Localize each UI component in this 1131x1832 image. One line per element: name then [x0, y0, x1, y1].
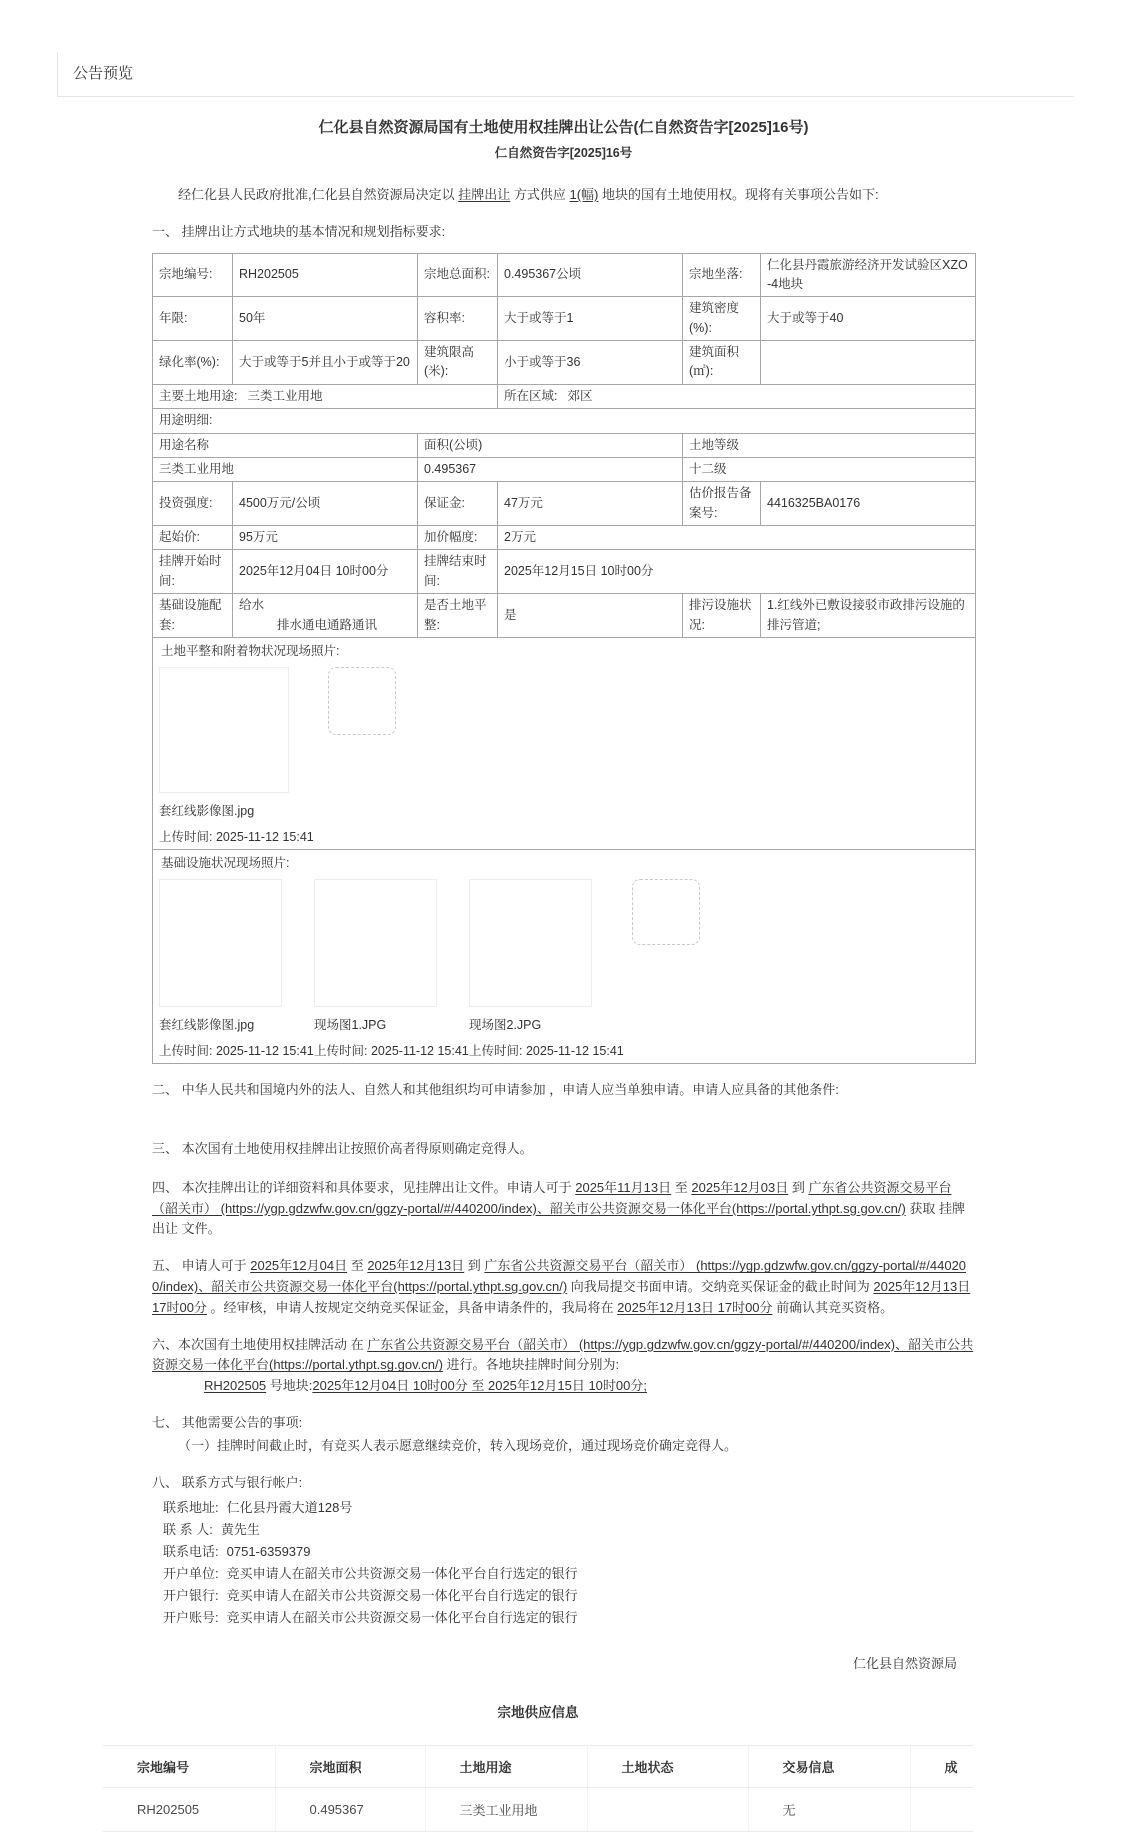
listing-start-value: 2025年12月04日 10时00分 [233, 550, 418, 594]
parcel-supply-section [103, 1701, 973, 1832]
land-leveled-label: 是否土地平整: [418, 594, 498, 638]
infrastructure-line2: 排水通电通路通讯 [277, 617, 378, 632]
deposit-label: 保证金: [418, 482, 498, 526]
upload-time-value: 2025-11-12 15:41 [525, 1043, 624, 1058]
announcement-document [152, 117, 975, 1675]
account-unit-label: 开户单位: [163, 1565, 219, 1581]
photo-filename: 套红线影像图.jpg [159, 804, 255, 819]
land-grade-value: 十二级 [683, 457, 976, 481]
account-number [163, 1607, 975, 1629]
photo-item [159, 879, 314, 1061]
region-value: 郊区 [567, 388, 593, 403]
greening-label: 绿化率(%): [153, 341, 233, 385]
contact-person-value: 黄先生 [220, 1522, 260, 1538]
photo-upload-placeholder [328, 667, 396, 735]
greening-value: 大于或等于5并且小于或等于20 [233, 341, 418, 385]
photo-thumbnail[interactable] [159, 879, 282, 1007]
photo-upload-time [469, 1042, 624, 1061]
table-row [153, 482, 976, 526]
table-row [153, 850, 976, 1064]
section-6-parcel-schedule: RH202505 号地块:2025年12月04日 10时00分 至 2025年12月15日 10时00分; [204, 1378, 647, 1394]
section-6: 六、本次国有土地使用权挂牌活动 在 广东省公共资源交易平台（韶关市） (https://ygp.gdzwfw.gov.cn/ggzy-portal/#/440200/index)、韶关市公共资源交易一体化平台(https://portal.ythpt.sg.gov.cn/) 进行。各地块挂牌时间分别为: [152, 1336, 974, 1373]
preview-panel-header [57, 52, 1074, 97]
land-photos-label: 土地平整和附着物状况现场照片: [161, 643, 340, 658]
upload-time-value: 2025-11-12 15:41 [215, 1043, 314, 1058]
account-bank-value: 竞买申请人在韶关市公共资源交易一体化平台自行选定的银行 [226, 1587, 578, 1603]
account-bank [163, 1585, 975, 1607]
photo-upload-placeholder [632, 879, 700, 945]
listing-start-label: 挂牌开始时间: [153, 550, 233, 594]
supply-data-row[interactable] [103, 1788, 973, 1832]
table-row [153, 637, 976, 849]
intro-paragraph: 经仁化县人民政府批准,仁化县自然资源局决定以 挂牌出让 方式供应 1(幅) 地块的国有土地使用权。现将有关事项公告如下: [178, 187, 879, 202]
section-5: 五、 申请人可于 2025年12月04日 至 2025年12月13日 到 广东省公共资源交易平台（韶关市） (https://ygp.gdzwfw.gov.cn/ggzy-portal/#/440200/index)、韶关市公共资源交易一体化平台(https://portal.ythpt.sg.gov.cn/) 向我局提交书面申请。交纳竞买保证金的截止时间为 2025年12月13日 17时00分 。经审核，申请人按规定交纳竞买保证金，具备申请条件的，我局将在 2025年12月13日 17时00分 前确认其竞买资格。 [152, 1258, 971, 1315]
supply-deal [910, 1788, 973, 1832]
listing-end-value: 2025年12月15日 10时00分 [498, 550, 976, 594]
building-area-value [761, 341, 976, 385]
parcel-no-label: 宗地编号: [153, 253, 233, 297]
supply-col-use: 土地用途 [425, 1746, 587, 1788]
account-unit [163, 1563, 975, 1585]
sewage-label: 排污设施状况: [683, 594, 761, 638]
parcel-no-value: RH202505 [233, 253, 418, 297]
valuation-value: 4416325BA0176 [761, 482, 976, 526]
photo-upload-time [314, 1042, 469, 1061]
upload-time-label: 上传时间: [314, 1043, 368, 1058]
supply-use: 三类工业用地 [425, 1788, 587, 1832]
table-row [153, 384, 976, 408]
photo-thumbnail[interactable] [159, 667, 289, 793]
use-name-header: 用途名称 [153, 433, 418, 457]
photo-filename: 现场图2.JPG [469, 1018, 542, 1033]
location-label: 宗地坐落: [683, 253, 761, 297]
building-area-label: 建筑面积(㎡): [683, 341, 761, 385]
preview-title: 公告预览 [73, 65, 134, 82]
main-use-cell [153, 384, 498, 408]
section-7: 七、 其他需要公告的事项: [152, 1414, 303, 1430]
infra-photos-cell [153, 850, 976, 1064]
contact-block [152, 1497, 975, 1628]
use-area-header: 面积(公顷) [418, 433, 683, 457]
use-area-value: 0.495367 [418, 457, 683, 481]
account-unit-value: 竞买申请人在韶关市公共资源交易一体化平台自行选定的银行 [226, 1565, 578, 1581]
contact-address-label: 联系地址: [163, 1500, 219, 1516]
table-row [153, 457, 976, 481]
density-value: 大于或等于40 [761, 297, 976, 341]
contact-phone-label: 联系电话: [163, 1544, 219, 1560]
supply-status [587, 1788, 748, 1832]
use-detail-label: 用途明细: [153, 409, 976, 433]
contact-person-label: 联 系 人: [163, 1522, 213, 1538]
supply-trade-info: 无 [748, 1788, 910, 1832]
supply-header-row [103, 1746, 973, 1788]
section-8: 八、 联系方式与银行帐户: [152, 1474, 303, 1490]
contact-phone [163, 1541, 975, 1563]
photo-upload-time [159, 828, 969, 847]
table-row [153, 409, 976, 433]
tenure-label: 年限: [153, 297, 233, 341]
table-row [153, 526, 976, 550]
parcel-info-table [152, 253, 976, 1065]
investment-value: 4500万元/公顷 [233, 482, 418, 526]
infrastructure-label: 基础设施配套: [153, 594, 233, 638]
section-1-heading: 一、 挂牌出让方式地块的基本情况和规划指标要求: [152, 223, 446, 239]
photo-thumbnail[interactable] [314, 879, 437, 1007]
account-number-value: 竞买申请人在韶关市公共资源交易一体化平台自行选定的银行 [226, 1609, 578, 1625]
main-use-label: 主要土地用途: [159, 388, 238, 403]
supply-col-status: 土地状态 [587, 1746, 748, 1788]
total-area-value: 0.495367公顷 [498, 253, 683, 297]
contact-address [163, 1497, 975, 1519]
start-price-label: 起始价: [153, 526, 233, 550]
investment-label: 投资强度: [153, 482, 233, 526]
supply-parcel-no: RH202505 [103, 1788, 275, 1832]
height-limit-value: 小于或等于36 [498, 341, 683, 385]
supply-heading: 宗地供应信息 [497, 1705, 579, 1721]
contact-phone-value: 0751-6359379 [226, 1544, 311, 1560]
deposit-value: 47万元 [498, 482, 683, 526]
section-7-item: （一）挂牌时间截止时，有竞买人表示愿意继续竞价，转入现场竞价，通过现场竞价确定竞得人。 [178, 1437, 738, 1453]
table-row [153, 433, 976, 457]
increment-value: 2万元 [498, 526, 976, 550]
account-bank-label: 开户银行: [163, 1587, 219, 1603]
total-area-label: 宗地总面积: [418, 253, 498, 297]
contact-person [163, 1519, 975, 1541]
land-leveled-value: 是 [498, 594, 683, 638]
supply-col-deal: 成 [910, 1746, 973, 1788]
table-row [153, 253, 976, 297]
height-limit-label: 建筑限高(米): [418, 341, 498, 385]
upload-time-value: 2025-11-12 15:41 [370, 1043, 469, 1058]
photo-thumbnail[interactable] [469, 879, 592, 1007]
supply-area: 0.495367 [275, 1788, 425, 1832]
supply-col-trade-info: 交易信息 [748, 1746, 910, 1788]
upload-time-label: 上传时间: [159, 829, 213, 844]
table-row [153, 341, 976, 385]
supply-col-area: 宗地面积 [275, 1746, 425, 1788]
main-use-value: 三类工业用地 [247, 388, 323, 403]
issuer-signature: 仁化县自然资源局 [852, 1656, 957, 1672]
photo-filename: 套红线影像图.jpg [159, 1018, 255, 1033]
supply-col-parcel-no: 宗地编号 [103, 1746, 275, 1788]
density-label: 建筑密度(%): [683, 297, 761, 341]
location-value: 仁化县丹霞旅游经济开发试验区XZO-4地块 [761, 253, 976, 297]
far-value: 大于或等于1 [498, 297, 683, 341]
table-row [153, 550, 976, 594]
infrastructure-value [233, 594, 418, 638]
infrastructure-line1: 给水 [239, 598, 265, 613]
photo-item [469, 879, 624, 1061]
valuation-label: 估价报告备案号: [683, 482, 761, 526]
section-2: 二、 中华人民共和国境内外的法人、自然人和其他组织均可申请参加 ，申请人应当单独申请。申请人应具备的其他条件: [152, 1082, 839, 1098]
upload-time-value: 2025-11-12 15:41 [215, 829, 314, 844]
announcement-title: 仁化县自然资源局国有土地使用权挂牌出让公告(仁自然资告字[2025]16号) [318, 119, 809, 136]
table-row [153, 297, 976, 341]
listing-end-label: 挂牌结束时间: [418, 550, 498, 594]
start-price-value: 95万元 [233, 526, 418, 550]
upload-time-label: 上传时间: [469, 1043, 523, 1058]
table-row [153, 594, 976, 638]
upload-time-label: 上传时间: [159, 1043, 213, 1058]
use-name-value: 三类工业用地 [153, 457, 418, 481]
photo-filename: 现场图1.JPG [314, 1018, 387, 1033]
tenure-value: 50年 [233, 297, 418, 341]
region-label: 所在区域: [504, 388, 558, 403]
increment-label: 加价幅度: [418, 526, 498, 550]
far-label: 容积率: [418, 297, 498, 341]
contact-address-value: 仁化县丹霞大道128号 [226, 1500, 353, 1516]
supply-table [103, 1745, 973, 1832]
infra-photos-label: 基础设施状况现场照片: [161, 856, 290, 871]
photo-item [314, 879, 469, 1061]
sewage-value: 1.红线外已敷设接驳市政排污设施的排污管道; [761, 594, 976, 638]
land-grade-header: 土地等级 [683, 433, 976, 457]
photo-upload-time [159, 1042, 314, 1061]
region-cell [498, 384, 976, 408]
account-number-label: 开户账号: [163, 1609, 219, 1625]
announcement-doc-number: 仁自然资告字[2025]16号 [494, 146, 633, 160]
section-3: 三、 本次国有土地使用权挂牌出让按照价高者得原则确定竞得人。 [152, 1141, 533, 1157]
section-4: 四、 本次挂牌出让的详细资料和具体要求，见挂牌出让文件。申请人可于 2025年11月13日 至 2025年12月03日 到 广东省公共资源交易平台（韶关市） (https://ygp.gdzwfw.gov.cn/ggzy-portal/#/440200/index)、韶关市公共资源交易一体化平台(https://portal.ythpt.sg.gov.cn/) 获取 挂牌出让 文件。 [152, 1179, 966, 1237]
land-photos-cell [153, 637, 976, 849]
